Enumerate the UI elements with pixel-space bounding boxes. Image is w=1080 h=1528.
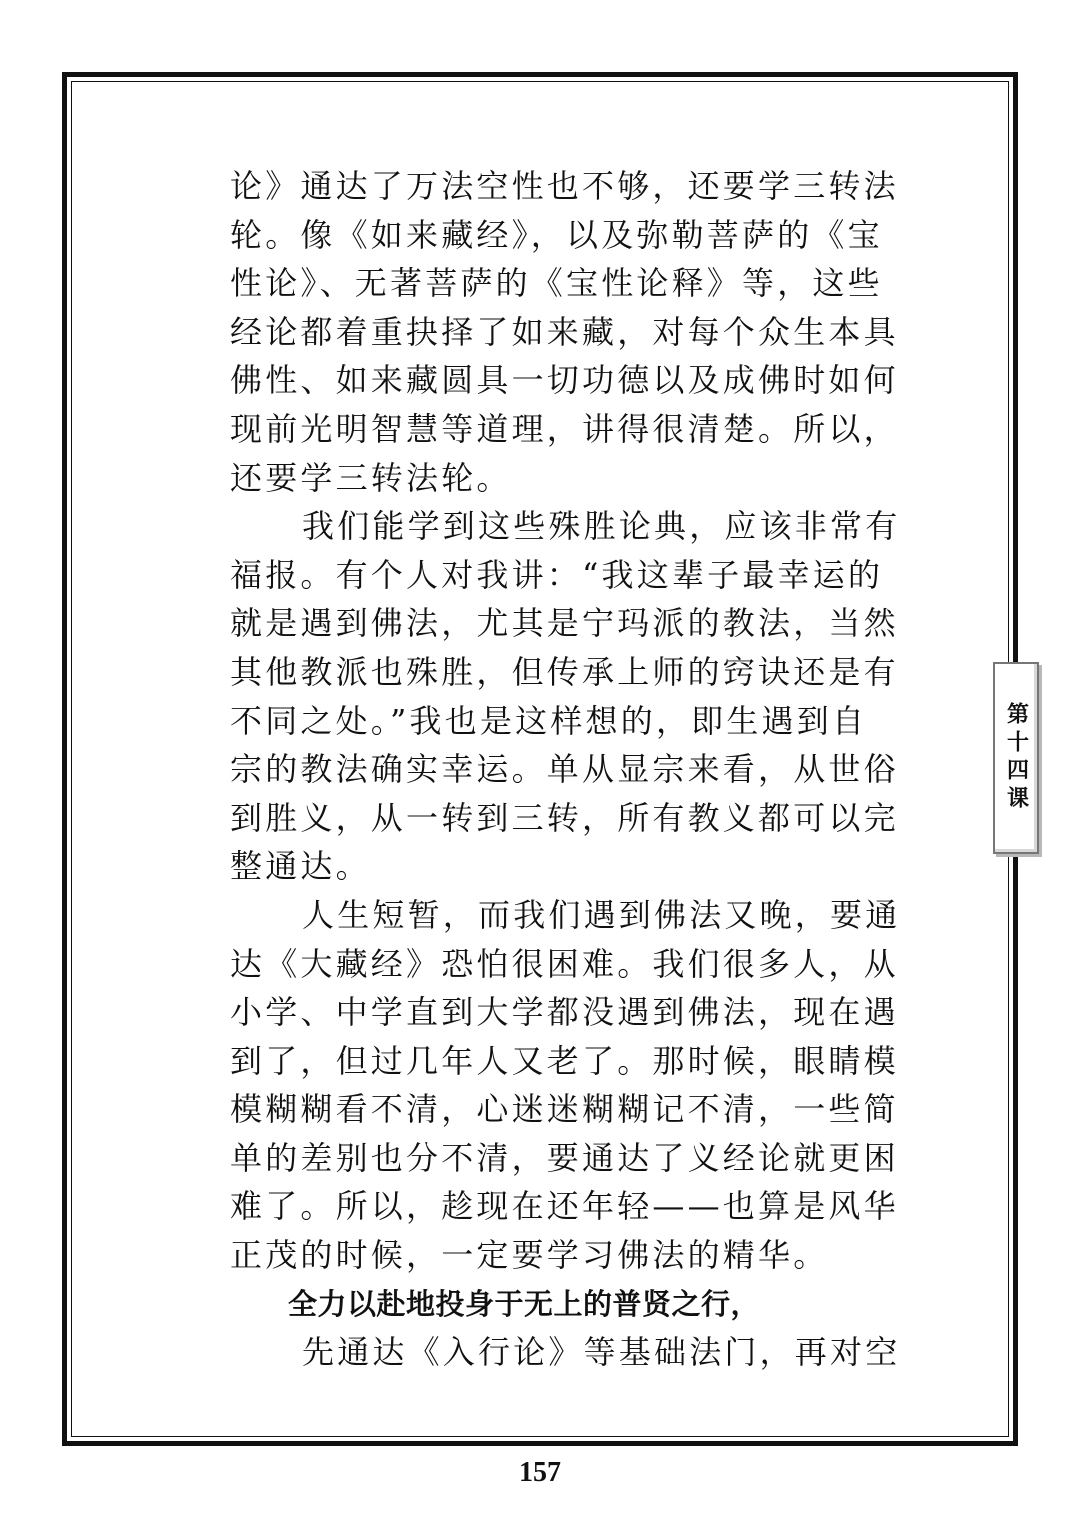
- text-line: 福报。有个人对我讲：“我这辈子最幸运的: [230, 555, 884, 594]
- text-line: 不同之处。”我也是这样想的，即生遇到自: [230, 701, 868, 740]
- paragraph-start-line: 我们能学到这些殊胜论典，应该非常有: [302, 507, 901, 546]
- text-line: 到胜义，从一转到三转，所有教义都可以完: [230, 798, 899, 837]
- text-line: 难了。所以，趁现在还年轻——也算是风华: [230, 1187, 899, 1226]
- text-line: 经论都着重抉择了如来藏，对每个众生本具: [230, 312, 899, 351]
- text-line: 性论》、无著菩萨的《宝性论释》等，这些: [230, 264, 883, 303]
- text-line: 就是遇到佛法，尤其是宁玛派的教法，当然: [230, 604, 899, 643]
- chapter-tab: [993, 662, 1039, 854]
- text-line: 整通达。: [230, 847, 371, 886]
- text-line: 轮。像《如来藏经》，以及弥勒菩萨的《宝: [230, 215, 883, 254]
- text-line: 小学、中学直到大学都没遇到佛法，现在遇: [230, 993, 899, 1032]
- text-line: 佛性、如来藏圆具一切功德以及成佛时如何: [230, 361, 899, 400]
- paragraph-start-line: 先通达《入行论》等基础法门，再对空: [302, 1333, 901, 1372]
- body-text: [230, 162, 910, 1377]
- text-line: 还要学三转法轮。: [230, 458, 512, 497]
- text-line: 达《大藏经》恐怕很困难。我们很多人，从: [230, 944, 899, 983]
- paragraph-start-line: 人生短暂，而我们遇到佛法又晚，要通: [302, 895, 901, 934]
- text-line: 单的差别也分不清，要通达了义经论就更困: [230, 1138, 899, 1177]
- text-line: 其他教派也殊胜，但传承上师的窍诀还是有: [230, 652, 899, 691]
- text-line: 论》通达了万法空性也不够，还要学三转法: [230, 167, 899, 205]
- text-line: 到了，但过几年人又老了。那时候，眼睛模: [230, 1041, 899, 1080]
- text-line: 现前光明智慧等道理，讲得很清楚。所以，: [230, 409, 899, 448]
- text-line: 宗的教法确实幸运。单从显宗来看，从世俗: [230, 750, 899, 789]
- page-number: 157: [519, 1457, 561, 1488]
- verse-line: 全力以赴地投身于无上的普贤之行，: [288, 1286, 761, 1321]
- chapter-tab-label: 第十四课: [1003, 702, 1029, 814]
- text-line: 正茂的时候，一定要学习佛法的精华。: [230, 1236, 829, 1275]
- text-line: 模糊糊看不清，心迷迷糊糊记不清，一些简: [230, 1090, 899, 1129]
